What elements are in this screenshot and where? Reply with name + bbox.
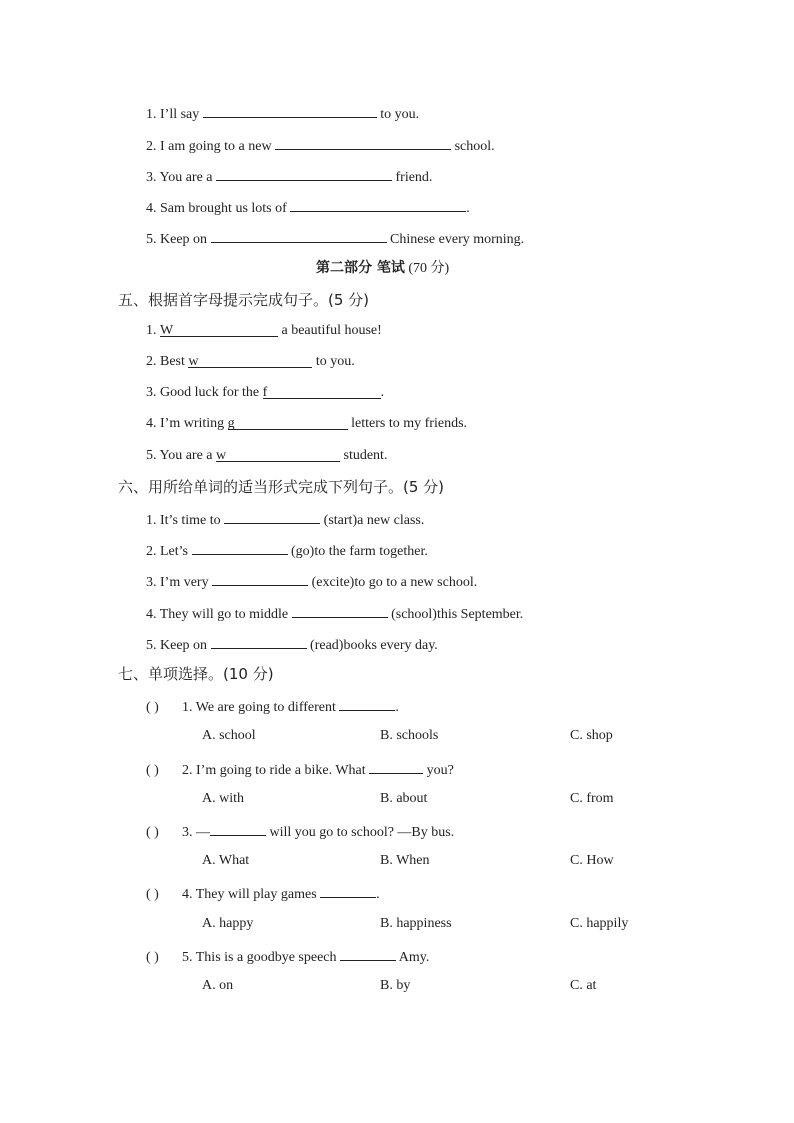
item-text: school. <box>451 139 495 154</box>
hint-item-1 <box>146 322 382 340</box>
item-text: letters to my friends. <box>347 416 468 431</box>
form-item-2 <box>146 540 428 561</box>
option-c: C. shop <box>570 728 613 743</box>
answer-blank[interactable] <box>292 603 388 618</box>
section-6-heading: 六、用所给单词的适当形式完成下列句子。(5 分) <box>118 478 445 496</box>
item-text: 2. Best <box>146 354 189 369</box>
item-text: 5. Keep on <box>146 638 211 653</box>
answer-blank[interactable] <box>216 166 392 181</box>
item-text: (go)to the farm together. <box>287 544 428 559</box>
item-text: 3. I’m very <box>146 575 213 590</box>
answer-blank[interactable] <box>216 447 340 462</box>
initial-letter-hint: W <box>160 323 174 338</box>
form-item-3 <box>146 571 477 592</box>
answer-blank <box>340 946 396 961</box>
form-item-4 <box>146 603 523 624</box>
mc-question-2 <box>146 759 454 780</box>
item-text: (read)books every day. <box>306 638 438 653</box>
item-text: to you. <box>376 107 420 122</box>
item-text: to you. <box>312 354 355 369</box>
question-stem: . <box>395 700 399 715</box>
question-stem: Amy. <box>396 950 430 965</box>
item-text: (start)a new class. <box>320 513 425 528</box>
item-text: . <box>380 385 385 400</box>
fill-item-5 <box>146 228 524 249</box>
item-text: 5. You are a <box>146 448 216 463</box>
answer-paren[interactable]: ( ) <box>146 763 159 778</box>
option-a: A. What <box>202 853 250 868</box>
item-text: 3. Good luck for the <box>146 385 263 400</box>
answer-blank[interactable] <box>211 634 307 649</box>
answer-blank[interactable] <box>275 135 451 150</box>
option-b: B. about <box>380 791 428 806</box>
initial-letter-hint: w <box>188 354 199 369</box>
mc-question-5 <box>146 946 429 967</box>
item-text: (excite)to go to a new school. <box>308 575 478 590</box>
option-b: B. by <box>380 978 411 993</box>
option-a: A. with <box>202 791 244 806</box>
hint-item-5 <box>146 447 387 465</box>
option-a: A. on <box>202 978 234 993</box>
answer-blank[interactable] <box>192 540 288 555</box>
answer-paren[interactable]: ( ) <box>146 950 159 965</box>
form-item-5 <box>146 634 438 655</box>
hint-item-4 <box>146 415 467 433</box>
answer-blank <box>339 696 395 711</box>
hint-item-3 <box>146 384 384 402</box>
item-text: 1. I’ll say <box>146 107 203 122</box>
answer-blank[interactable] <box>203 103 377 118</box>
answer-blank[interactable] <box>160 322 278 337</box>
item-text: Chinese every morning. <box>386 232 525 247</box>
option-b: B. schools <box>380 728 439 743</box>
initial-letter-hint: w <box>216 448 227 463</box>
option-c: C. at <box>570 978 597 993</box>
form-item-1 <box>146 509 424 530</box>
question-stem: you? <box>423 763 454 778</box>
question-stem: will you go to school? —By bus. <box>266 825 455 840</box>
item-text: 2. Let’s <box>146 544 192 559</box>
item-text: 3. You are a <box>146 170 216 185</box>
item-text: 5. Keep on <box>146 232 211 247</box>
item-text: 4. I’m writing <box>146 416 228 431</box>
item-text: 1. <box>146 323 160 338</box>
mc-question-1 <box>146 696 399 717</box>
initial-letter-hint: g <box>227 416 235 431</box>
answer-paren[interactable]: ( ) <box>146 887 159 902</box>
answer-paren[interactable]: ( ) <box>146 825 159 840</box>
answer-blank[interactable] <box>290 197 466 212</box>
item-text: 4. They will go to middle <box>146 607 292 622</box>
question-stem: . <box>376 887 380 902</box>
item-text: student. <box>340 448 388 463</box>
item-text: . <box>466 201 470 216</box>
answer-paren[interactable]: ( ) <box>146 700 159 715</box>
fill-item-3 <box>146 166 432 187</box>
question-stem: 4. They will play games <box>182 887 321 902</box>
part-title <box>316 259 449 278</box>
answer-blank[interactable] <box>263 384 381 399</box>
part-title-text: 第二部分 笔试 <box>316 260 405 276</box>
option-c: C. How <box>570 853 614 868</box>
option-c: C. from <box>570 791 614 806</box>
fill-item-4 <box>146 197 470 218</box>
question-stem: 2. I’m going to ride a bike. What <box>182 763 370 778</box>
section-7-heading: 七、单项选择。(10 分) <box>118 665 274 683</box>
option-b: B. happiness <box>380 916 452 931</box>
question-stem: 5. This is a goodbye speech <box>182 950 340 965</box>
option-b: B. When <box>380 853 430 868</box>
question-stem: 1. We are going to different <box>182 700 340 715</box>
section-5-heading: 五、根据首字母提示完成句子。(5 分) <box>118 291 370 309</box>
option-a: A. school <box>202 728 256 743</box>
item-text: a beautiful house! <box>278 323 382 338</box>
hint-item-2 <box>146 353 355 371</box>
mc-question-4 <box>146 883 380 904</box>
answer-blank[interactable] <box>212 571 308 586</box>
fill-item-2 <box>146 135 495 156</box>
part-title-score: (70 分) <box>404 261 450 276</box>
answer-blank <box>320 883 376 898</box>
answer-blank[interactable] <box>224 509 320 524</box>
answer-blank[interactable] <box>211 228 387 243</box>
question-stem: 3. — <box>182 825 210 840</box>
item-text: 2. I am going to a new <box>146 139 276 154</box>
option-a: A. happy <box>202 916 254 931</box>
item-text: 4. Sam brought us lots of <box>146 201 291 216</box>
mc-question-3 <box>146 821 454 842</box>
answer-blank <box>210 821 266 836</box>
initial-letter-hint: f <box>262 385 268 400</box>
item-text: (school)this September. <box>387 607 524 622</box>
option-c: C. happily <box>570 916 629 931</box>
item-text: friend. <box>392 170 433 185</box>
item-text: 1. It’s time to <box>146 513 225 528</box>
answer-blank <box>369 759 423 774</box>
answer-blank[interactable] <box>188 353 312 368</box>
fill-item-1 <box>146 103 419 124</box>
answer-blank[interactable] <box>228 415 348 430</box>
